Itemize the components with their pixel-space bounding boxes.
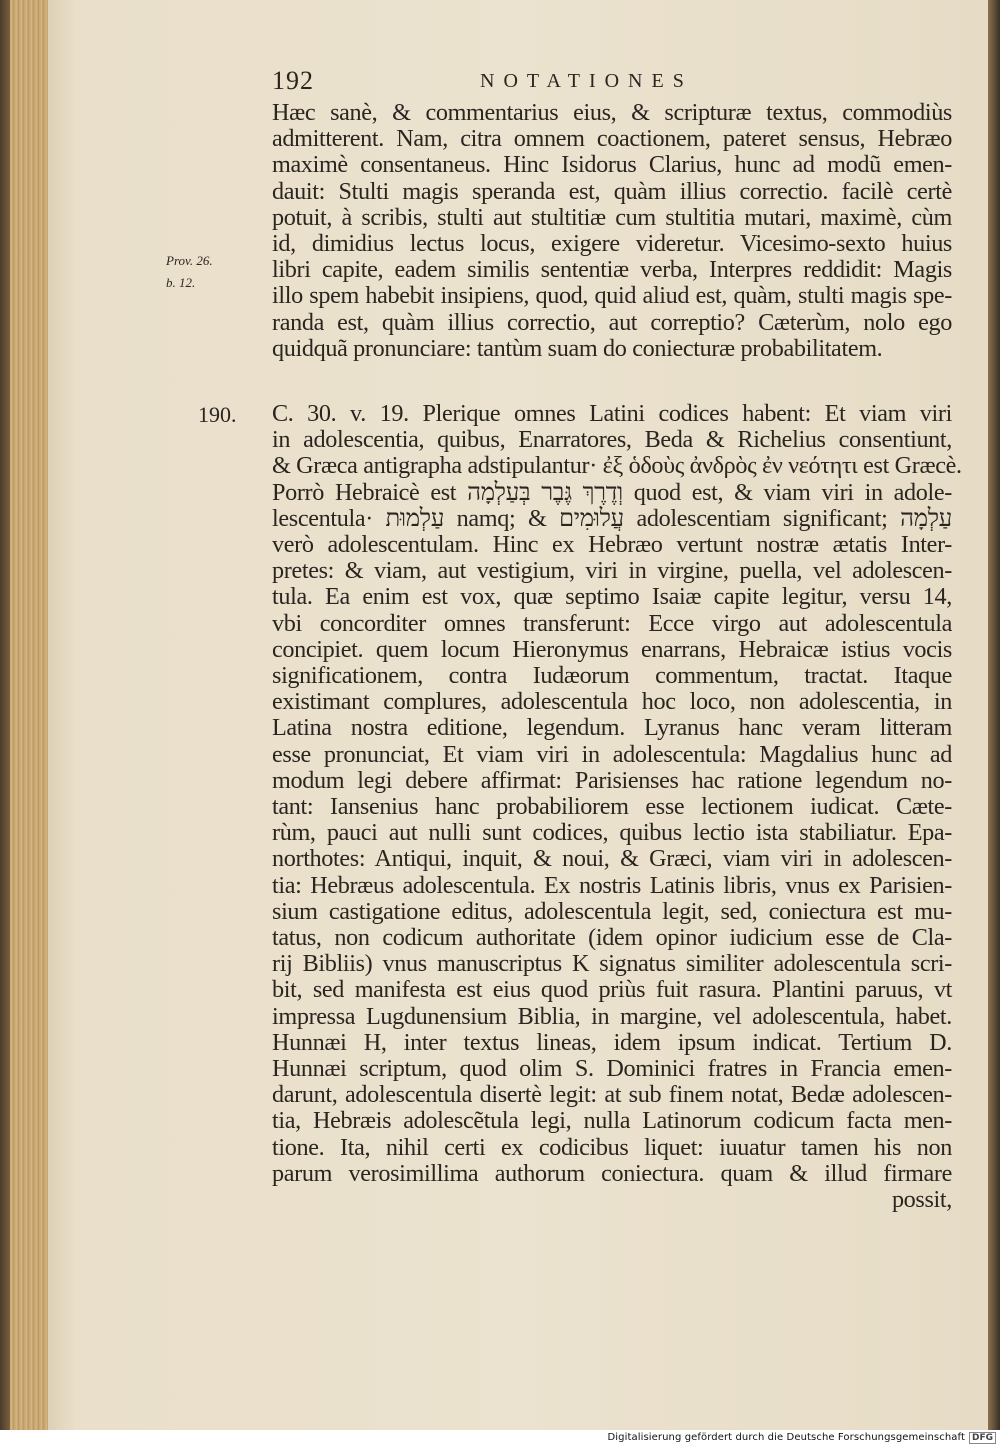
text-line: tatus, non codicum authoritate (idem opinor iudicium esse de Cla- [272,924,952,952]
text-line: tula. Ea enim est vox, quæ septimo Isaiæ capite legitur, versu 14, [272,583,952,611]
text-line: significationem, contra Iudæorum commentum, tractat. Itaque [272,662,952,690]
text-line: rij Bibliis) vnus manuscriptus K signatus similiter adolescentula scri- [272,950,952,978]
text-line: tant: Iansenius hanc probabiliorem esse lectionem iudicat. Cæte- [272,793,952,821]
text-line: illo spem habebit insipiens, quod, quid aliud est, quàm, stulti magis spe- [272,282,952,310]
text-line: lescentula· עַלְמוּת namq; & עֲלוּמִים adolescentiam significant; עַלְמָה [272,504,952,532]
entry-number: 190. [198,402,237,427]
text-line: tione. Ita, nihil certi ex codicibus liquet: iuuatur tamen his non [272,1133,952,1161]
text-line: concipiet. quem locum Hieronymus enarrans, Hebraicæ istius vocis [272,635,952,663]
marginal-reference [166,250,213,294]
text-line: parum verosimillima authorum coniectura. quam & illud firmare [272,1159,952,1187]
text-line: esse pronunciat, Et viam viri in adolescentula: Magdalius hunc ad [272,740,952,768]
text-line: Hunnæi scriptum, quod olim S. Dominici fratres in Francia emen- [272,1055,952,1083]
text-line: possit, [891,1186,952,1214]
funding-credit: Digitalisierung gefördert durch die Deutsche Forschungsgemeinschaft [607,1432,965,1443]
text-line: potuit, à scribis, stulti aut stultitiæ cum stultitia mutari, maximè, cùm [272,203,952,231]
text-line: C. 30. v. 19. Plerique omnes Latini codices habent: Et viam viri [272,400,952,427]
footer-bar [0,1430,1000,1445]
text-line: Hunnæi H, inter textus lineas, idem ipsum indicat. Tertium D. [272,1028,952,1056]
text-line: tia, Hebræis adolescẽtula legi, nulla Latinorum codicum facta men- [272,1107,952,1135]
text-line: vbi concorditer omnes transferunt: Ecce virgo aut adolescentula [272,609,952,637]
page-stack-edge [10,0,50,1430]
text-line: randa est, quàm illius correctio, aut correptio? Cæterùm, nolo ego [272,308,952,336]
text-line: impressa Lugdunensium Biblia, in margine, vel adolescentula, habet. [272,1002,952,1030]
text-line: bit, sed manifesta est eius quod priùs fuit rasura. Plantini paruus, vt [272,976,952,1004]
running-head: NOTATIONES [480,70,693,92]
page-number: 192 [272,66,314,95]
text-line: modum legi debere affirmat: Parisienses hac ratione legendum no- [272,766,952,794]
text-line: dauit: Stulti magis speranda est, quàm illius correctio. facilè certè [272,177,952,205]
dfg-logo: DFG [969,1432,996,1444]
text-line: rùm, pauci aut nulli sunt codices, quibus lectio ista stabiliatur. Epa- [272,819,952,847]
text-line: id, dimidius lectus locus, exigere videretur. Vicesimo-sexto huius [272,230,952,258]
text-line: existimant complures, adolescentula hoc loco, non adolescentia, in [272,688,952,716]
text-line: libri capite, eadem similis sententiæ verba, Interpres reddidit: Magis [272,256,952,284]
text-line: pretes: & viam, aut vestigium, viri in virgine, puella, vel adolescen- [272,557,952,585]
text-line: verò adolescentulam. Hinc ex Hebræo vertunt nostræ ætatis Inter- [272,531,952,559]
text-line: sium castigatione editus, adolescentula legit, sed, coniectura est mu- [272,897,952,925]
scan-border-left [0,0,10,1430]
text-line: darunt, adolescentula disertè legit: at sub finem notat, Bedæ adolescen- [272,1081,952,1109]
paragraph-continued [272,100,952,362]
scan-border-right [988,0,1000,1430]
text-line: Porrò Hebraicè est וְדֶרֶךְ גֶּבֶר בְּעַלְמָה quod est, & viam viri in adole- [272,478,952,506]
paragraph-entry-190 [272,400,962,1214]
text-line: admitterent. Nam, citra omnem coactionem, pateret sensus, Hebræo [272,125,952,153]
text-line: Hæc sanè, & commentarius eius, & scripturæ textus, commodiùs [272,99,952,126]
marginal-reference-line: b. 12. [166,275,196,290]
page-header [272,66,952,96]
text-line: & Græca antigrapha adstipulantur· ἐξ ὁδοὺς ἀνδρὸς ἐν νεότητι est Græcè. [272,452,962,480]
text-line: northotes: Antiqui, inquit, & noui, & Græci, viam viri in adolescen- [272,845,952,873]
text-line: tia: Hebræus adolescentula. Ex nostris Latinis libris, vnus ex Parisien- [272,871,952,899]
text-line: maximè consentaneus. Hinc Isidorus Clarius, hunc ad modũ emen- [272,151,952,179]
text-line: in adolescentia, quibus, Enarratores, Beda & Richelius consentiunt, [272,426,952,454]
text-line: Latina nostra editione, legendum. Lyranus hanc veram litteram [272,714,952,742]
marginal-reference-line: Prov. 26. [166,253,213,268]
text-line: quidquã pronunciare: tantùm suam do coniecturæ probabilitatem. [272,334,883,362]
